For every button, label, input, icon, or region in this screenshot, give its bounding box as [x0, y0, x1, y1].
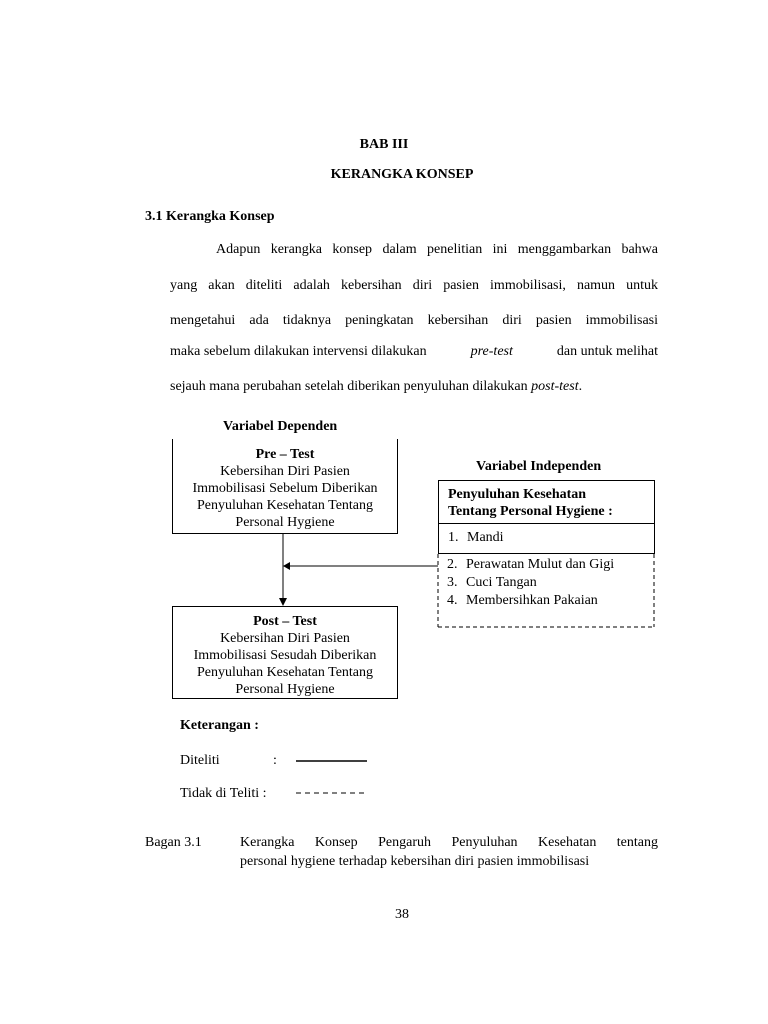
paragraph-line-1: Adapun kerangka konsep dalam penelitian ini menggambarkan bahwa — [216, 242, 658, 257]
caption-line-2: personal hygiene terhadap kebersihan diri pasien immobilisasi — [240, 854, 590, 869]
post-test-line: Penyuluhan Kesehatan Tentang — [196, 665, 374, 680]
pre-test-line: Immobilisasi Sebelum Diberikan — [192, 481, 378, 496]
down-arrowhead — [279, 598, 287, 606]
post-test-box — [172, 606, 398, 699]
post-test-line: Kebersihan Diri Pasien — [220, 631, 350, 646]
list-item-number: 2. — [447, 557, 458, 572]
pre-test-term: pre-test — [470, 344, 513, 359]
post-test-title: Post – Test — [253, 614, 317, 629]
list-item-number: 3. — [447, 575, 458, 590]
caption-line-1: Kerangka Konsep Pengaruh Penyuluhan Kesehatan tentang — [240, 835, 658, 850]
paragraph-line-2: yang akan diteliti adalah kebersihan diri pasien immobilisasi, namun untuk — [170, 278, 658, 293]
legend-title: Keterangan : — [180, 718, 259, 733]
legend-not-studied-label: Tidak di Teliti : — [180, 786, 267, 801]
pre-test-line: Personal Hygiene — [235, 515, 335, 530]
paragraph-line-3: mengetahui ada tidaknya peningkatan kebersihan diri pasien immobilisasi — [170, 313, 658, 328]
legend-studied-colon: : — [273, 753, 277, 768]
pre-test-title: Pre – Test — [255, 447, 315, 462]
pre-test-line: Kebersihan Diri Pasien — [220, 464, 350, 479]
paragraph-text: dan untuk melihat — [556, 344, 658, 359]
paragraph-text: . — [578, 379, 583, 394]
list-item-text: Perawatan Mulut dan Gigi — [466, 557, 615, 572]
section-title: 3.1 Kerangka Konsep — [145, 209, 275, 224]
pre-test-box — [172, 439, 398, 534]
dependent-variable-label: Variabel Dependen — [223, 419, 338, 434]
post-test-term: post-test — [531, 379, 579, 394]
chapter-label: BAB III — [359, 137, 409, 152]
list-item — [447, 593, 598, 609]
independent-title-line: Tentang Personal Hygiene : — [448, 504, 613, 519]
list-item-number: 1. — [448, 530, 459, 545]
left-arrowhead — [283, 562, 290, 570]
list-item — [448, 530, 504, 546]
independent-variable-label: Variabel Independen — [476, 459, 602, 474]
post-test-line: Personal Hygiene — [235, 682, 335, 697]
caption-label: Bagan 3.1 — [145, 835, 202, 850]
list-item-number: 4. — [447, 593, 458, 608]
chapter-title: KERANGKA KONSEP — [330, 167, 474, 182]
independent-title-box — [438, 480, 655, 524]
list-item-text: Mandi — [467, 530, 504, 545]
list-item-text: Membersihkan Pakaian — [466, 593, 598, 608]
legend-studied-label: Diteliti — [180, 753, 220, 768]
paragraph-text: sejauh mana perubahan setelah diberikan penyuluhan dilakukan — [170, 379, 528, 394]
post-test-line: Immobilisasi Sesudah Diberikan — [193, 648, 377, 663]
pre-test-line: Penyuluhan Kesehatan Tentang — [196, 498, 374, 513]
list-item-text: Cuci Tangan — [466, 575, 537, 590]
page-number: 38 — [395, 907, 409, 922]
list-item — [447, 557, 614, 573]
independent-title-line: Penyuluhan Kesehatan — [448, 487, 587, 502]
paragraph-text: maka sebelum dilakukan intervensi dilakukan — [170, 344, 427, 359]
independent-studied-box — [438, 523, 655, 554]
list-item — [447, 575, 537, 591]
